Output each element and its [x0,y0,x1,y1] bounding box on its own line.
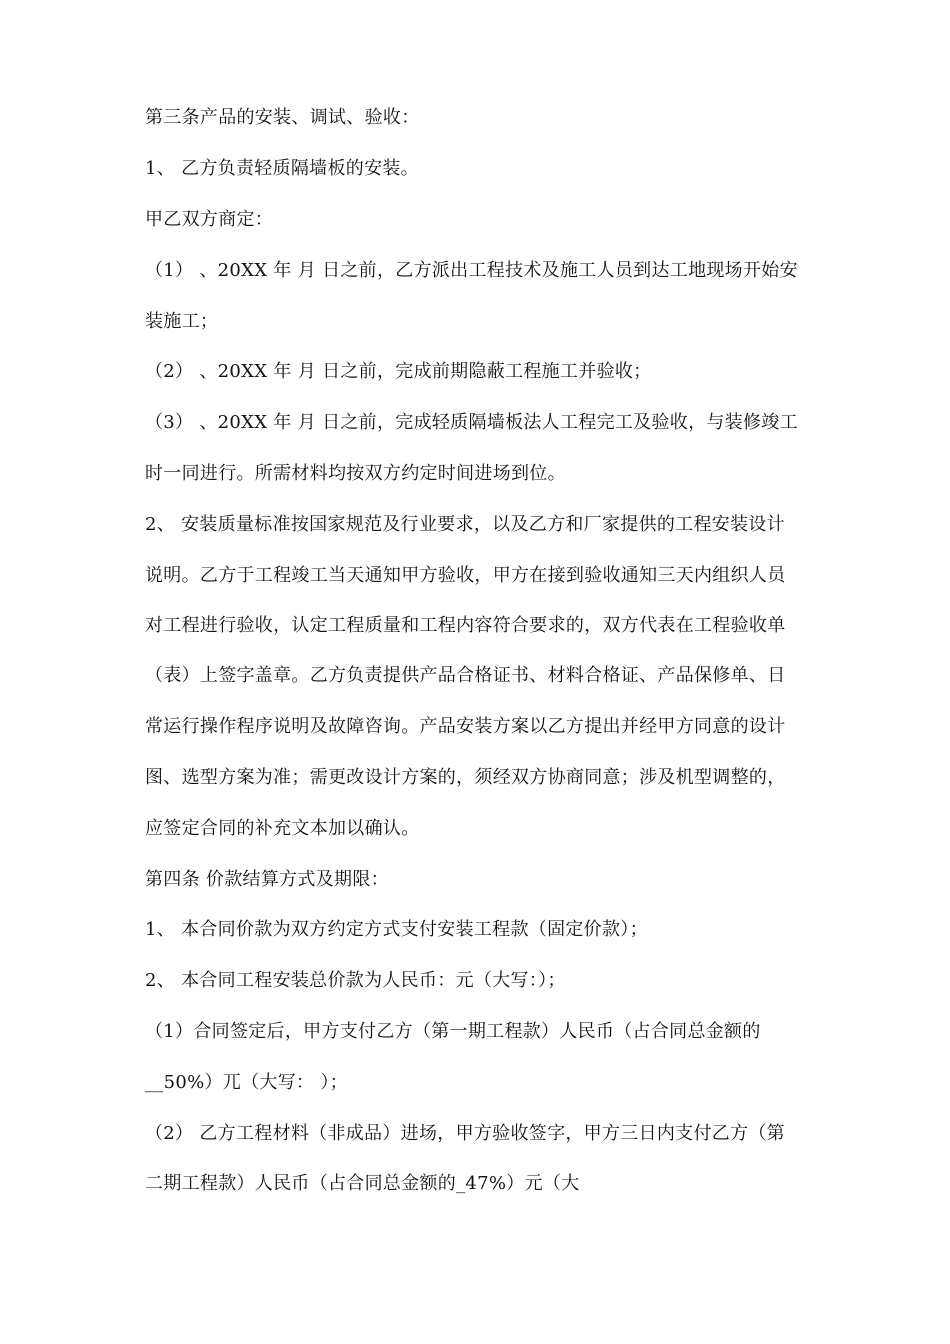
paragraph-line: 时一同进行。所需材料均按双方约定时间进场到位。 [145,463,566,484]
paragraph-line: 2、 本合同工程安装总价款为人民币：元（大写：）； [145,970,566,991]
paragraph-line: 说明。乙方于工程竣工当天通知甲方验收，甲方在接到验收通知三天内组织人员 [145,565,786,586]
section-heading-article-3: 第三条产品的安装、调试、验收： [145,107,420,128]
paragraph-line: 装施工； [145,311,219,332]
paragraph-line: （3） 、20XX 年 月 日之前，完成轻质隔墙板法人工程完工及验收，与装修竣工 [145,412,798,433]
paragraph-line: 1、 乙方负责轻质隔墙板的安装。 [145,158,419,179]
paragraph-line: （1） 、20XX 年 月 日之前，乙方派出工程技术及施工人员到达工地现场开始安 [145,260,798,281]
paragraph-line: 二期工程款）人民币（占合同总金额的_47%）元（大 [145,1173,580,1194]
paragraph-line: （2） 、20XX 年 月 日之前，完成前期隐蔽工程施工并验收； [145,361,652,382]
paragraph-line: 图、选型方案为准；需更改设计方案的，须经双方协商同意；涉及机型调整的， [145,767,786,788]
paragraph-line: （1）合同签定后，甲方支付乙方（第一期工程款）人民币（占合同总金额的 [145,1021,761,1042]
paragraph-line: __50%）兀（大写： ）； [145,1072,348,1093]
paragraph-line: 常运行操作程序说明及故障咨询。产品安装方案以乙方提出并经甲方同意的设计 [145,716,786,737]
paragraph-line: 对工程进行验收，认定工程质量和工程内容符合要求的，双方代表在工程验收单 [145,615,786,636]
section-heading-article-4: 第四条 价款结算方式及期限： [145,869,389,890]
paragraph-line: 1、 本合同价款为双方约定方式支付安装工程款（固定价款）； [145,919,648,940]
paragraph-line: 应签定合同的补充文本加以确认。 [145,818,420,839]
paragraph-line: 甲乙双方商定： [145,209,274,230]
paragraph-line: 2、 安装质量标准按国家规范及行业要求，以及乙方和厂家提供的工程安装设计 [145,514,785,535]
paragraph-line: （2） 乙方工程材料（非成品）进场，甲方验收签字，甲方三日内支付乙方（第 [145,1123,785,1144]
paragraph-line: （表）上签字盖章。乙方负责提供产品合格证书、材料合格证、产品保修单、日 [145,665,786,686]
